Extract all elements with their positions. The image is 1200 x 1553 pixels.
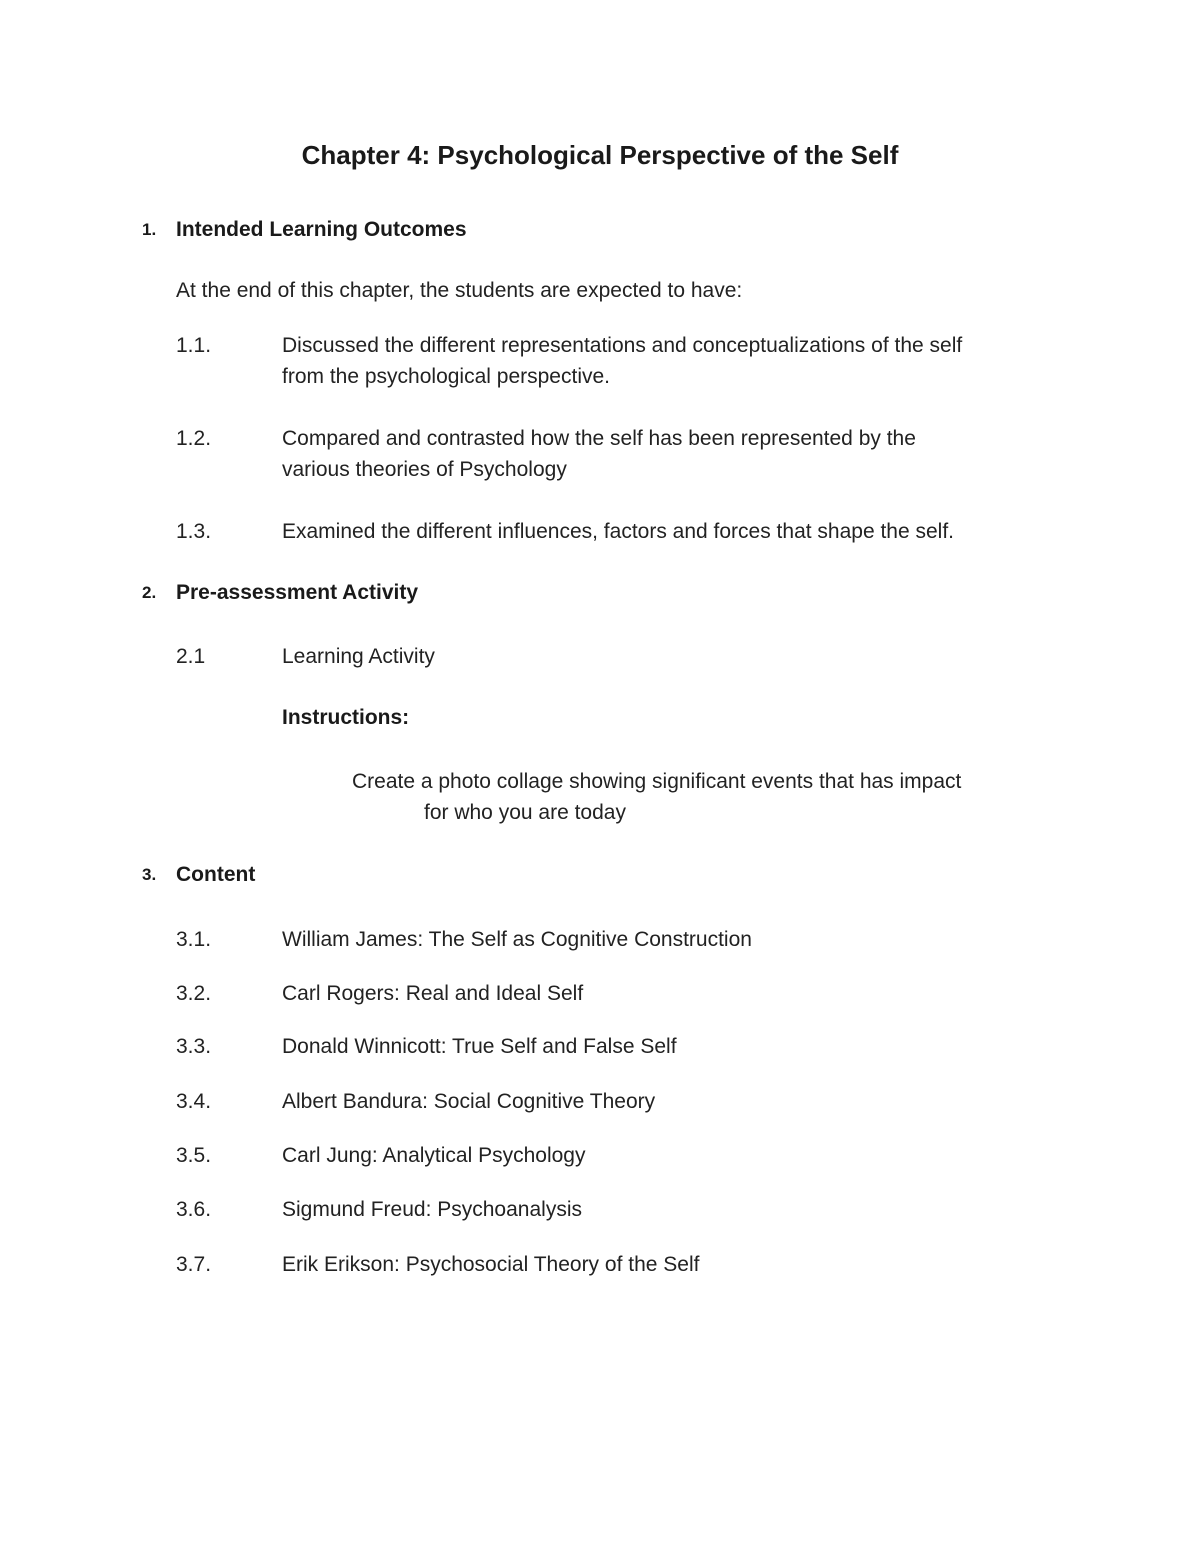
activity-2-1-label: Learning Activity bbox=[282, 645, 435, 668]
content-3-7-number: 3.7. bbox=[176, 1253, 212, 1276]
content-3-4-number: 3.4. bbox=[176, 1090, 212, 1113]
outcome-1-2-line-2: various theories of Psychology bbox=[282, 458, 567, 481]
section-2-number: 2. bbox=[142, 583, 157, 602]
content-3-5-label: Carl Jung: Analytical Psychology bbox=[282, 1144, 586, 1167]
section-1-intro: At the end of this chapter, the students are expected to have: bbox=[176, 279, 743, 302]
outcome-1-3-number: 1.3. bbox=[176, 520, 212, 543]
content-3-3-label: Donald Winnicott: True Self and False Self bbox=[282, 1035, 677, 1058]
content-3-5-number: 3.5. bbox=[176, 1144, 212, 1167]
outcome-1-2-number: 1.2. bbox=[176, 427, 212, 450]
chapter-title: Chapter 4: Psychological Perspective of the Self bbox=[301, 140, 899, 170]
content-3-2-number: 3.2. bbox=[176, 982, 212, 1005]
outcome-1-1-number: 1.1. bbox=[176, 334, 212, 357]
content-3-1-number: 3.1. bbox=[176, 928, 212, 951]
content-3-7-label: Erik Erikson: Psychosocial Theory of the Self bbox=[282, 1253, 700, 1276]
instructions-label: Instructions: bbox=[282, 706, 410, 729]
content-3-4-label: Albert Bandura: Social Cognitive Theory bbox=[282, 1090, 656, 1113]
content-3-6-number: 3.6. bbox=[176, 1198, 212, 1221]
section-3-title: Content bbox=[176, 863, 256, 886]
outcome-1-3-line-1: Examined the different influences, factors and forces that shape the self. bbox=[282, 520, 955, 543]
outcome-1-2-line-1: Compared and contrasted how the self has been represented by the bbox=[282, 427, 916, 450]
outcome-1-1-line-2: from the psychological perspective. bbox=[282, 365, 610, 388]
content-3-2-label: Carl Rogers: Real and Ideal Self bbox=[282, 982, 584, 1005]
instructions-line-1: Create a photo collage showing significant events that has impact bbox=[352, 770, 962, 793]
content-3-6-label: Sigmund Freud: Psychoanalysis bbox=[282, 1198, 582, 1221]
content-3-3-number: 3.3. bbox=[176, 1035, 212, 1058]
content-3-1-label: William James: The Self as Cognitive Construction bbox=[282, 928, 752, 951]
section-1-number: 1. bbox=[142, 220, 157, 239]
instructions-line-2: for who you are today bbox=[424, 801, 626, 824]
outcome-1-1-line-1: Discussed the different representations and conceptualizations of the self bbox=[282, 334, 963, 357]
section-1-title: Intended Learning Outcomes bbox=[176, 218, 467, 241]
section-3-number: 3. bbox=[142, 865, 157, 884]
activity-2-1-number: 2.1 bbox=[176, 645, 206, 668]
section-2-title: Pre-assessment Activity bbox=[176, 581, 419, 604]
